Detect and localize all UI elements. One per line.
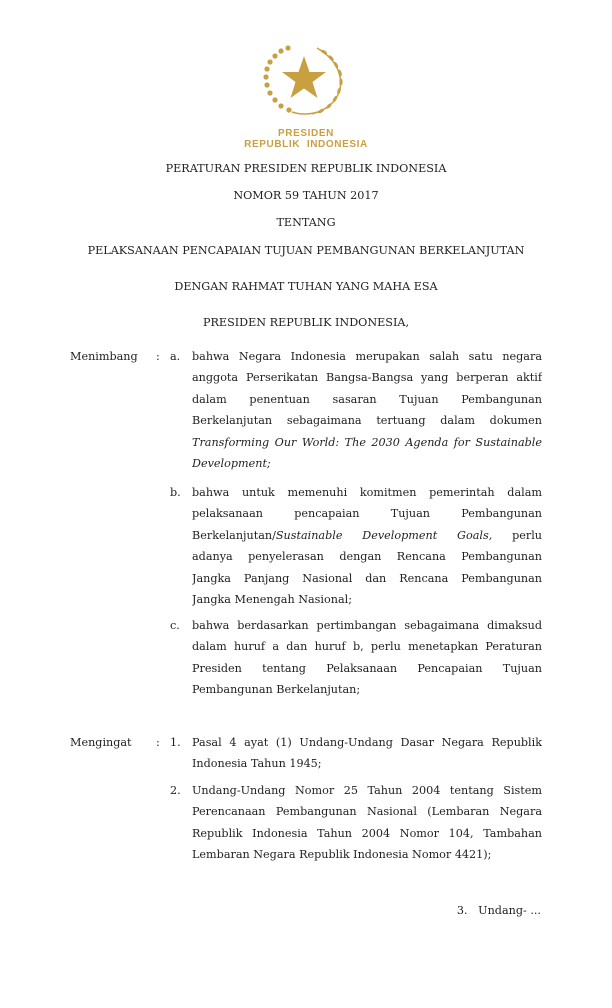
mengingat-colon: :	[156, 736, 160, 749]
paragraph-line	[192, 525, 542, 546]
regulation-title: PERATURAN PRESIDEN REPUBLIK INDONESIA	[165, 162, 447, 175]
paragraph-line: Jangka Panjang Nasional dan Rencana Pembangunan	[192, 571, 542, 585]
menimbang-item-marker: c.	[170, 619, 180, 632]
menimbang-item-marker: b.	[170, 486, 181, 499]
menimbang-item-c	[192, 615, 542, 701]
paragraph-line	[192, 453, 542, 474]
garuda-presidential-emblem	[262, 44, 346, 118]
regulation-subject: PELAKSANAAN PENCAPAIAN TUJUAN PEMBANGUNAN BERKELANJUTAN	[87, 244, 525, 257]
italic-text: Transforming Our World: The 2030 Agenda for Sustainable	[192, 435, 542, 449]
text-span: perlu	[492, 528, 542, 542]
paragraph-line: Indonesia Tahun 1945;	[192, 757, 322, 771]
emblem-text-line1: PRESIDEN	[278, 128, 334, 139]
paragraph-line: dalam penentuan sasaran Tujuan Pembangunan	[192, 392, 542, 406]
mengingat-item-2	[192, 780, 542, 866]
italic-text: Development;	[192, 456, 271, 470]
italic-text: Sustainable Development Goals,	[275, 528, 493, 542]
grace-formula: DENGAN RAHMAT TUHAN YANG MAHA ESA	[174, 280, 438, 293]
paragraph-line: Presiden tentang Pelaksanaan Pencapaian Tujuan	[192, 661, 542, 675]
paragraph-line	[192, 432, 542, 453]
rice-branch-icon	[312, 48, 343, 114]
menimbang-label: Menimbang	[70, 350, 138, 363]
president-heading: PRESIDEN REPUBLIK INDONESIA,	[202, 316, 410, 329]
about-heading: TENTANG	[276, 216, 336, 229]
regulation-number: NOMOR 59 TAHUN 2017	[233, 189, 379, 202]
paragraph-line: Undang-Undang Nomor 25 Tahun 2004 tentang Sistem	[192, 784, 542, 797]
mengingat-item-marker: 1.	[170, 736, 181, 749]
cotton-branch-icon	[263, 45, 291, 112]
text-span: Berkelanjutan/	[192, 528, 276, 542]
paragraph-line: Berkelanjutan sebagaimana tertuang dalam dokumen	[192, 414, 542, 428]
mengingat-item-marker: 2.	[170, 784, 181, 797]
page-continuation: 3. Undang- ...	[456, 904, 541, 917]
paragraph-line: Lembaran Negara Republik Indonesia Nomor 4421);	[192, 848, 492, 862]
mengingat-label: Mengingat	[70, 736, 132, 749]
paragraph-line: adanya penyelerasan dengan Rencana Pembangunan	[192, 550, 542, 564]
paragraph-line: Republik Indonesia Tahun 2004 Nomor 104, Tambahan	[192, 826, 542, 840]
menimbang-item-b	[192, 482, 542, 610]
paragraph-line: bahwa untuk memenuhi komitmen pemerintah dalam	[192, 486, 542, 499]
menimbang-item-marker: a.	[170, 350, 181, 363]
paragraph-line: anggota Perserikatan Bangsa-Bangsa yang berperan aktif	[192, 371, 542, 385]
paragraph-line: Jangka Menengah Nasional;	[192, 592, 352, 606]
paragraph-line: Perencanaan Pembangunan Nasional (Lembaran Negara	[192, 805, 542, 819]
paragraph-line: pelaksanaan pencapaian Tujuan Pembangunan	[192, 507, 542, 521]
menimbang-colon: :	[156, 350, 160, 363]
mengingat-item-1	[192, 732, 542, 775]
paragraph-line: bahwa berdasarkan pertimbangan sebagaimana dimaksud	[192, 619, 542, 632]
paragraph-line: Pasal 4 ayat (1) Undang-Undang Dasar Negara Republik	[192, 736, 542, 749]
star-icon	[282, 56, 326, 98]
paragraph-line: dalam huruf a dan huruf b, perlu menetapkan Peraturan	[192, 640, 542, 654]
paragraph-line: Pembangunan Berkelanjutan;	[192, 683, 361, 697]
emblem-text-line2: REPUBLIK INDONESIA	[244, 139, 368, 150]
paragraph-line: bahwa Negara Indonesia merupakan salah satu negara	[192, 350, 542, 363]
menimbang-item-a	[192, 346, 542, 474]
